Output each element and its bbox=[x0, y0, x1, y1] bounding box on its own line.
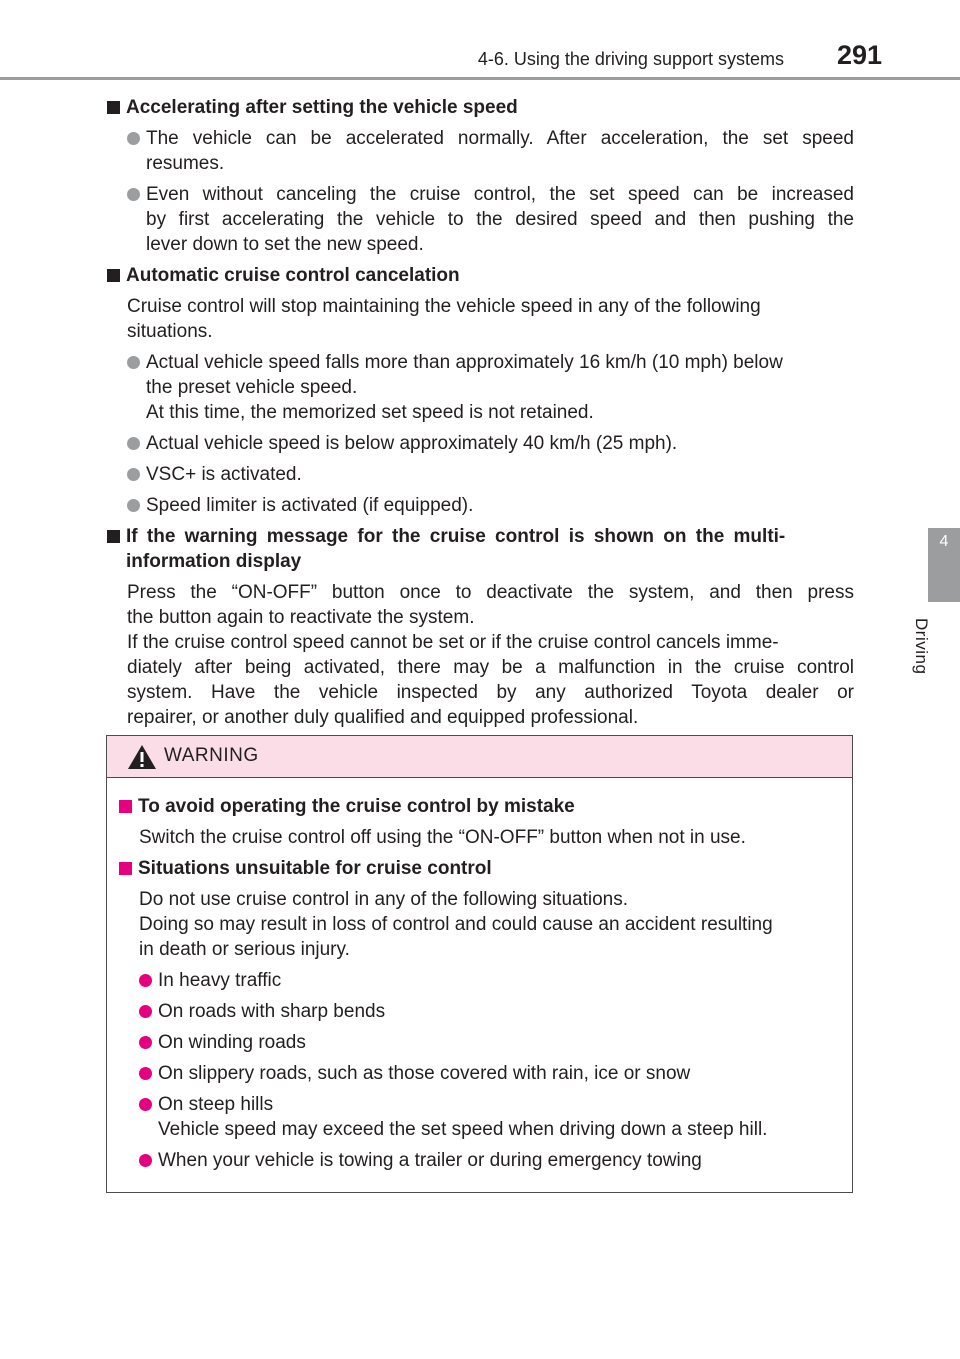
warning-triangle-icon bbox=[127, 744, 157, 770]
paragraph: Switch the cruise control off using the “ON-OFF” button when not in use. bbox=[139, 827, 746, 848]
section-heading-warning-message: If the warning message for the cruise control is shown on the multi- information display bbox=[107, 524, 854, 574]
square-bullet-icon bbox=[107, 530, 120, 543]
circle-bullet-icon bbox=[139, 1098, 152, 1111]
chapter-label: Driving bbox=[912, 618, 931, 675]
circle-bullet-icon bbox=[139, 1036, 152, 1049]
list-item: When your vehicle is towing a trailer or during emergency towing bbox=[139, 1148, 839, 1173]
header-divider bbox=[0, 77, 960, 80]
circle-bullet-icon bbox=[127, 188, 140, 201]
circle-bullet-icon bbox=[139, 1005, 152, 1018]
list-item: On slippery roads, such as those covered with rain, ice or snow bbox=[139, 1061, 839, 1086]
circle-bullet-icon bbox=[127, 132, 140, 145]
square-bullet-icon bbox=[107, 101, 120, 114]
paragraph: Press the “ON-OFF” button once to deactivate the system, and then press the button again to reactivate the system. If the cruise control speed cannot be set or if the cruise control cancels imme- diately after being activated, there may be a malfunction in the cruise control system. Have the vehicle inspected by any authorized Toyota dealer or repairer, or another duly qualified and equipped professional. bbox=[127, 582, 854, 728]
warning-box bbox=[106, 735, 853, 1193]
circle-bullet-icon bbox=[139, 1067, 152, 1080]
warning-body bbox=[119, 794, 839, 1179]
circle-bullet-icon bbox=[127, 499, 140, 512]
warning-header bbox=[107, 736, 852, 778]
list-item: On steep hills Vehicle speed may exceed the set speed when driving down a steep hill. bbox=[139, 1092, 839, 1142]
chapter-number: 4 bbox=[939, 533, 949, 550]
list-item: VSC+ is activated. bbox=[127, 462, 854, 487]
list-item: Even without canceling the cruise control, the set speed can be increased by first accelerating the vehicle to the desired speed and then pushing the lever down to set the new speed. bbox=[127, 182, 854, 257]
list-item: Actual vehicle speed falls more than approximately 16 km/h (10 mph) below the preset vehicle speed. At this time, the memorized set speed is not retained. bbox=[127, 350, 854, 425]
list-item: On winding roads bbox=[139, 1030, 839, 1055]
paragraph: Do not use cruise control in any of the following situations. Doing so may result in loss of control and could cause an accident resulting in death or serious injury. bbox=[139, 889, 773, 960]
warning-label: WARNING bbox=[164, 745, 259, 766]
list-item: The vehicle can be accelerated normally. After acceleration, the set speed resumes. bbox=[127, 126, 854, 176]
square-bullet-icon bbox=[119, 862, 132, 875]
main-content bbox=[107, 95, 854, 736]
square-bullet-icon bbox=[107, 269, 120, 282]
list-item: Actual vehicle speed is below approximately 40 km/h (25 mph). bbox=[127, 431, 854, 456]
warning-heading-mistake: To avoid operating the cruise control by mistake bbox=[119, 794, 839, 819]
circle-bullet-icon bbox=[127, 468, 140, 481]
paragraph: Cruise control will stop maintaining the vehicle speed in any of the following situations. bbox=[127, 296, 761, 342]
circle-bullet-icon bbox=[139, 974, 152, 987]
circle-bullet-icon bbox=[127, 356, 140, 369]
page-number: 291 bbox=[836, 40, 882, 70]
circle-bullet-icon bbox=[139, 1154, 152, 1167]
list-item: Speed limiter is activated (if equipped). bbox=[127, 493, 854, 518]
list-item: On roads with sharp bends bbox=[139, 999, 839, 1024]
section-heading-cancelation: Automatic cruise control cancelation bbox=[107, 263, 854, 288]
circle-bullet-icon bbox=[127, 437, 140, 450]
warning-heading-unsuitable: Situations unsuitable for cruise control bbox=[119, 856, 839, 881]
list-item: In heavy traffic bbox=[139, 968, 839, 993]
square-bullet-icon bbox=[119, 800, 132, 813]
section-title: 4-6. Using the driving support systems bbox=[477, 49, 784, 69]
section-heading-accelerating: Accelerating after setting the vehicle speed bbox=[107, 95, 854, 120]
